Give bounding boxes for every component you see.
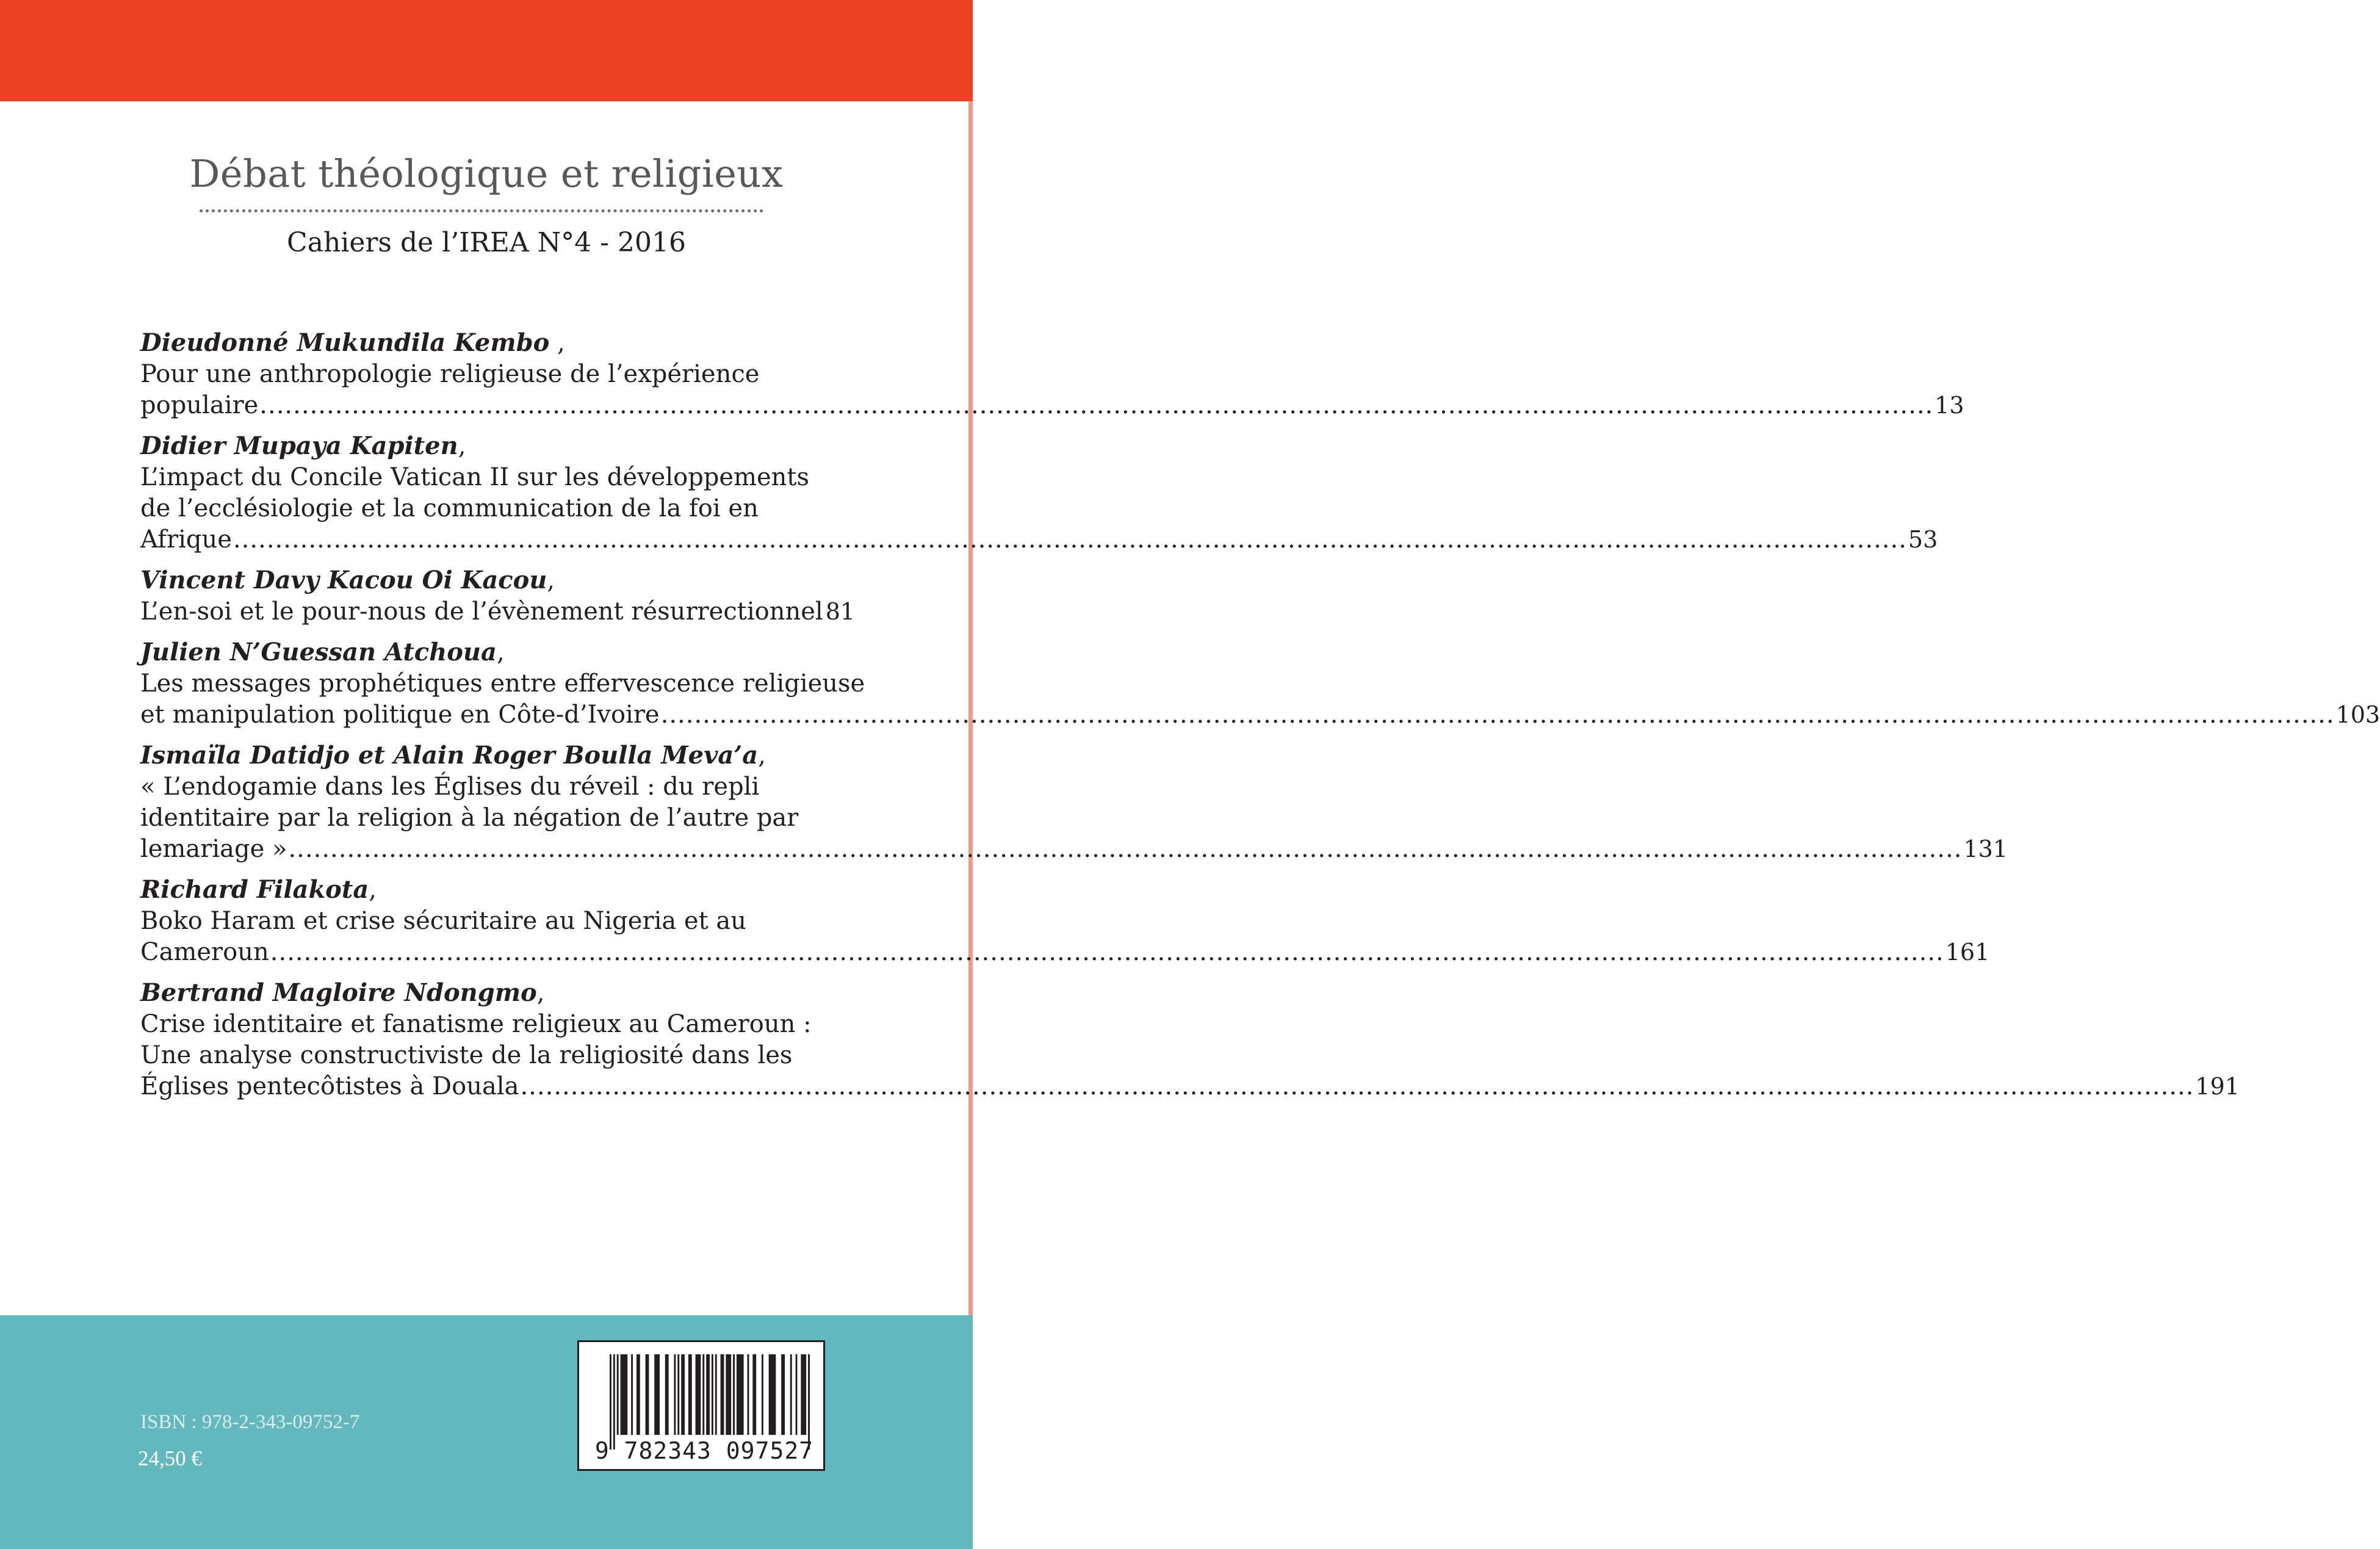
toc-entry xyxy=(140,327,1964,421)
barcode-bar xyxy=(610,1354,611,1450)
author-name: Julien N’Guessan Atchoua xyxy=(140,638,497,666)
toc-entry xyxy=(140,565,856,627)
page-number: 131 xyxy=(1963,836,2008,862)
toc-entry xyxy=(140,637,2380,731)
barcode-bar xyxy=(702,1354,704,1435)
toc-title-line xyxy=(140,937,1990,968)
dot-leader: ........................................................................................................................................................................................................ xyxy=(288,835,1963,863)
toc-author xyxy=(140,430,826,462)
title-text: Crise identitaire et fanatisme religieux au Cameroun : xyxy=(140,1010,812,1038)
toc-title-line xyxy=(140,803,826,834)
barcode-bar xyxy=(631,1354,633,1435)
barcode-bar xyxy=(706,1354,710,1435)
toc-author xyxy=(140,740,826,771)
toc-title-line xyxy=(140,359,826,390)
title-text: Églises pentecôtistes à Douala xyxy=(140,1072,519,1100)
barcode-bar xyxy=(796,1354,798,1435)
author-separator: , xyxy=(758,742,766,770)
barcode-bar xyxy=(613,1354,615,1450)
author-separator: , xyxy=(458,432,466,460)
author-separator: , xyxy=(547,566,555,594)
barcode-bar xyxy=(748,1354,749,1435)
page-number: 13 xyxy=(1935,392,1964,419)
toc-title-line xyxy=(140,524,1938,555)
barcode-bar xyxy=(769,1354,776,1435)
top-color-band xyxy=(0,0,973,101)
title-text: Boko Haram et crise sécuritaire au Nigeria et au xyxy=(140,907,746,935)
barcode-bar xyxy=(781,1354,785,1435)
title-text: populaire xyxy=(140,391,259,419)
author-separator: , xyxy=(369,876,377,904)
barcode-bar xyxy=(696,1354,701,1435)
title-text: Afrique xyxy=(140,525,232,554)
barcode-digits: 9 782343 097527 xyxy=(594,1437,814,1464)
barcode-bar xyxy=(674,1354,676,1435)
toc-title-line xyxy=(140,1040,826,1071)
toc-author xyxy=(140,637,826,668)
title-text: de l’ecclésiologie et la communication de la foi en xyxy=(140,494,759,522)
toc-entry xyxy=(140,740,2008,865)
barcode-bar xyxy=(712,1354,713,1435)
toc-author xyxy=(140,977,826,1009)
barcode-bar xyxy=(665,1354,669,1435)
page-number: 103 xyxy=(2335,701,2380,728)
title-text: Les messages prophétiques entre effervescence religieuse xyxy=(140,670,865,698)
barcode-bar xyxy=(762,1354,763,1435)
barcode-bar xyxy=(726,1354,731,1435)
author-separator: , xyxy=(549,329,565,357)
author-name: Didier Mupaya Kapiten xyxy=(140,431,458,460)
page-number: 81 xyxy=(825,598,856,625)
barcode-bar xyxy=(737,1354,744,1435)
barcode-bar xyxy=(801,1354,806,1435)
table-of-contents xyxy=(140,327,2380,1111)
barcode-bar xyxy=(621,1354,628,1435)
barcode-bar xyxy=(617,1354,619,1435)
barcode-bar xyxy=(733,1354,735,1435)
title-text: Une analyse constructiviste de la religiosité dans les xyxy=(140,1041,793,1069)
barcode-bar xyxy=(654,1354,660,1435)
title-text: lemariage » xyxy=(140,835,287,863)
issue-title: Cahiers de l’IREA N°4 - 2016 xyxy=(287,227,686,258)
title-text: Pour une anthropologie religieuse de l’expérience xyxy=(140,360,760,388)
author-name: Vincent Davy Kacou Oi Kacou xyxy=(140,566,547,594)
toc-author xyxy=(140,565,826,596)
toc-title-line xyxy=(140,462,826,493)
author-separator: , xyxy=(536,979,545,1007)
toc-title-line xyxy=(140,390,1964,421)
series-title: Débat théologique et religieux xyxy=(189,151,784,196)
author-separator: , xyxy=(496,638,505,666)
toc-entry xyxy=(140,874,1990,968)
author-name: Bertrand Magloire Ndongmo xyxy=(140,978,537,1007)
toc-author xyxy=(140,874,826,906)
title-text: Cameroun xyxy=(140,938,269,966)
title-text: et manipulation politique en Côte-d’Ivoire xyxy=(140,701,660,729)
barcode xyxy=(577,1340,825,1471)
toc-title-line xyxy=(140,493,826,524)
toc-title-line xyxy=(140,596,856,627)
toc-title-line xyxy=(140,1071,2240,1102)
barcode-bar xyxy=(688,1354,692,1435)
price-text: 24,50 € xyxy=(138,1446,202,1470)
toc-title-line xyxy=(140,1009,826,1040)
barcode-bar xyxy=(808,1354,810,1450)
title-text: « L’endogamie dans les Églises du réveil : du repli xyxy=(140,773,760,801)
title-text: L’impact du Concile Vatican II sur les développements xyxy=(140,463,810,491)
barcode-bar xyxy=(677,1354,679,1435)
toc-title-line xyxy=(140,906,826,937)
title-text: identitaire par la religion à la négation de l’autre par xyxy=(140,804,799,832)
barcode-bar xyxy=(646,1354,649,1435)
toc-author xyxy=(140,327,826,359)
dot-leader: ........................................................................................................................................................................................................ xyxy=(520,1072,2194,1100)
barcode-bar xyxy=(721,1354,724,1435)
barcode-bar xyxy=(790,1354,792,1435)
toc-entry xyxy=(140,430,1938,555)
barcode-bars xyxy=(610,1354,810,1450)
barcode-bar xyxy=(752,1354,756,1435)
dotted-divider xyxy=(200,209,763,212)
toc-title-line xyxy=(140,668,865,699)
barcode-bar xyxy=(715,1354,717,1435)
barcode-bar xyxy=(681,1354,685,1435)
dot-leader: ........................................................................................................................................................................................................ xyxy=(259,391,1934,419)
title-text: L’en-soi et le pour-nous de l’évènement résurrectionnel xyxy=(140,598,823,626)
author-name: Dieudonné Mukundila Kembo xyxy=(140,328,550,357)
page-number: 161 xyxy=(1945,939,1990,966)
toc-title-line xyxy=(140,771,826,803)
dot-leader: ........................................................................................................................................................................................................ xyxy=(270,938,1944,966)
toc-title-line xyxy=(140,699,2380,731)
isbn-text: ISBN : 978-2-343-09752-7 xyxy=(140,1411,360,1433)
toc-title-line xyxy=(140,834,2008,865)
author-name: Richard Filakota xyxy=(140,875,369,904)
page-number: 191 xyxy=(2195,1073,2240,1100)
page-number: 53 xyxy=(1908,526,1938,553)
dot-leader: ........................................................................................................................................................................................................ xyxy=(233,525,1907,554)
author-name: Ismaïla Datidjo et Alain Roger Boulla Meva’a xyxy=(140,741,759,770)
barcode-bar xyxy=(636,1354,640,1435)
dot-leader: ........................................................................................................................................................................................................ xyxy=(660,701,2335,729)
toc-entry xyxy=(140,977,2240,1102)
